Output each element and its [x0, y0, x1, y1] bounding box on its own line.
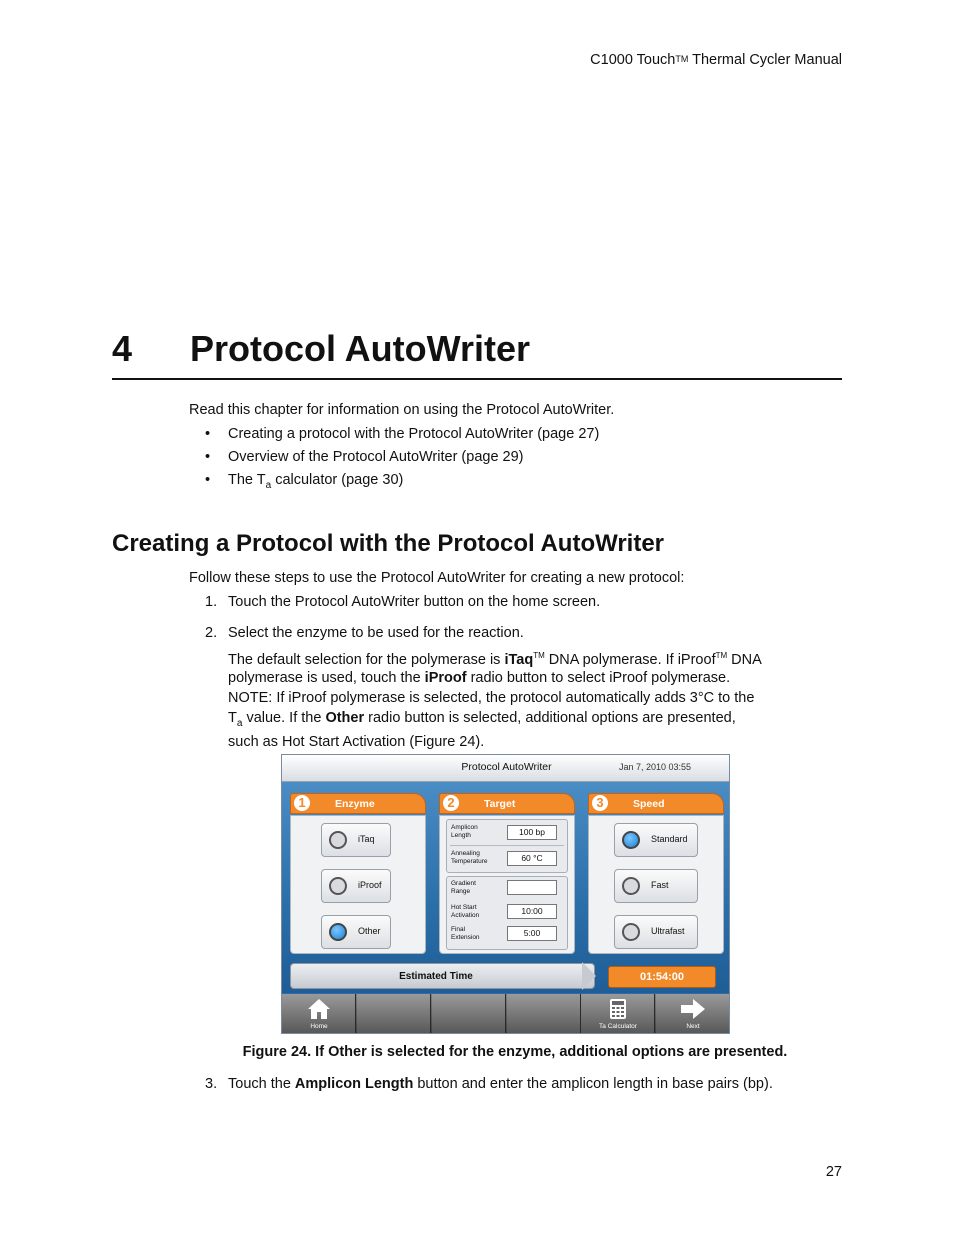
- step2-paragraph: [228, 647, 828, 687]
- bullet-marker: •: [205, 449, 211, 465]
- autowriter-screenshot: [281, 754, 730, 1034]
- running-header: [590, 52, 842, 68]
- estimated-time-bar: [290, 963, 595, 989]
- step-badge: 3: [592, 795, 608, 811]
- ta-calculator-button[interactable]: [581, 994, 655, 1034]
- steps-intro: Follow these steps to use the Protocol AutoWriter for creating a new protocol:: [189, 570, 685, 586]
- next-button[interactable]: [656, 994, 730, 1034]
- final-extension-field[interactable]: 5:00: [507, 926, 557, 941]
- radio-fast[interactable]: [614, 869, 698, 903]
- tab-label: Speed: [633, 798, 665, 810]
- text-run: T: [228, 709, 237, 726]
- text-run: polymerase is used, touch the: [228, 669, 425, 686]
- step-number: 2.: [205, 625, 218, 641]
- step-text: [228, 1075, 773, 1093]
- bullet-item: Overview of the Protocol AutoWriter (page 29): [228, 449, 524, 465]
- bottom-nav: [282, 994, 730, 1034]
- bullet-item: [228, 471, 403, 495]
- advanced-group: [446, 876, 568, 950]
- radio-indicator-icon: [329, 831, 347, 849]
- radio-label: Other: [358, 926, 381, 936]
- step-badge: 1: [294, 795, 310, 811]
- label-line: Range: [451, 888, 471, 895]
- target-tab: [439, 793, 575, 814]
- bullet3-sub: a: [265, 479, 272, 491]
- text-run: Touch the: [228, 1076, 295, 1092]
- step-number: 1.: [205, 594, 218, 610]
- radio-iproof[interactable]: [321, 869, 391, 903]
- text-run: value. If the: [242, 709, 326, 726]
- radio-label: iTaq: [358, 834, 375, 844]
- nav-label: Ta Calculator: [599, 1023, 637, 1030]
- speed-options: [588, 815, 724, 954]
- label-line: Temperature: [451, 858, 488, 865]
- page-number: 27: [825, 1164, 842, 1180]
- nav-blank-button[interactable]: [507, 994, 581, 1034]
- label-line: Final: [451, 926, 466, 933]
- amplicon-length-label: [451, 824, 503, 840]
- radio-selected-icon: [329, 923, 347, 941]
- nav-blank-button[interactable]: [357, 994, 431, 1034]
- estimated-time-value: 01:54:00: [608, 966, 716, 988]
- intro-paragraph: Read this chapter for information on using the Protocol AutoWriter.: [189, 402, 615, 418]
- radio-other[interactable]: [321, 915, 391, 949]
- radio-label: Ultrafast: [651, 926, 685, 936]
- radio-label: Fast: [651, 880, 669, 890]
- header-title-post: Thermal Cycler Manual: [688, 52, 842, 68]
- enzyme-panel: [290, 793, 426, 954]
- radio-ultrafast[interactable]: [614, 915, 698, 949]
- tm-mark: TM: [533, 651, 545, 660]
- text-run-bold: Other: [325, 709, 365, 726]
- header-tm: TM: [675, 54, 689, 64]
- final-extension-label: [451, 926, 503, 942]
- label-line: Annealing: [451, 850, 480, 857]
- bullet-item: Creating a protocol with the Protocol AutoWriter (page 27): [228, 426, 600, 442]
- target-options: [439, 815, 575, 954]
- hot-start-field[interactable]: 10:00: [507, 904, 557, 919]
- label-line: Gradient: [451, 880, 476, 887]
- radio-selected-icon: [622, 831, 640, 849]
- subscript: a: [236, 717, 243, 729]
- radio-label: Standard: [651, 834, 688, 844]
- annealing-temp-label: [451, 850, 503, 866]
- radio-standard[interactable]: [614, 823, 698, 857]
- radio-label: iProof: [358, 880, 382, 890]
- text-run-bold: iTaq: [504, 651, 534, 668]
- radio-itaq[interactable]: [321, 823, 391, 857]
- step-number: 3.: [205, 1076, 218, 1092]
- screen-body: [282, 782, 730, 993]
- speed-panel: [588, 793, 724, 954]
- hot-start-label: [451, 904, 503, 920]
- gradient-range-field[interactable]: [507, 880, 557, 895]
- radio-indicator-icon: [329, 877, 347, 895]
- label-line: Length: [451, 832, 471, 839]
- bullet-marker: •: [205, 472, 211, 488]
- label-line: Hot Start: [451, 904, 477, 911]
- home-icon: [282, 998, 356, 1025]
- label-line: Activation: [451, 912, 480, 919]
- gradient-range-label: [451, 880, 503, 896]
- radio-indicator-icon: [622, 877, 640, 895]
- bullet3-pre: The T: [228, 472, 266, 488]
- arrow-right-icon: [656, 998, 730, 1025]
- screen-datetime: Jan 7, 2010 03:55: [618, 762, 691, 772]
- nav-label: Next: [686, 1023, 700, 1030]
- step-badge: 2: [443, 795, 459, 811]
- enzyme-tab: [290, 793, 426, 814]
- text-run: radio button is selected, additional options are presented,: [364, 709, 736, 726]
- header-title-pre: C1000 Touch: [590, 52, 676, 68]
- note-line: such as Hot Start Activation (Figure 24).: [228, 733, 485, 750]
- chapter-title: Protocol AutoWriter: [190, 328, 530, 369]
- screen-title: Protocol AutoWriter: [461, 761, 552, 773]
- text-run: radio button to select iProof polymerase.: [466, 669, 731, 686]
- screen-titlebar: [282, 755, 730, 782]
- arrow-right-icon: [582, 962, 596, 990]
- tm-mark: TM: [715, 651, 728, 660]
- estimated-time-label: Estimated Time: [399, 971, 473, 982]
- text-run-bold: iProof: [424, 669, 467, 686]
- chapter-number: 4: [112, 328, 133, 369]
- step2-note: [228, 689, 828, 752]
- speed-tab: [588, 793, 724, 814]
- divider: [450, 845, 564, 846]
- text-run: DNA polymerase. If iProof: [544, 651, 716, 668]
- text-run: The default selection for the polymerase is: [228, 651, 505, 668]
- amplicon-length-field[interactable]: 100 bp: [507, 825, 557, 840]
- text-run: button and enter the amplicon length in base pairs (bp).: [413, 1076, 773, 1092]
- label-line: Extension: [451, 934, 480, 941]
- bullet-marker: •: [205, 426, 211, 442]
- note-line: NOTE: If iProof polymerase is selected, the protocol automatically adds 3°C to the: [228, 690, 755, 706]
- chapter-rule: [112, 378, 842, 380]
- target-group: [446, 819, 568, 873]
- tab-label: Enzyme: [335, 798, 375, 810]
- home-button[interactable]: [282, 994, 356, 1034]
- section-heading: Creating a Protocol with the Protocol AutoWriter: [112, 530, 665, 557]
- radio-indicator-icon: [622, 923, 640, 941]
- nav-label: Home: [310, 1023, 328, 1030]
- enzyme-options: [290, 815, 426, 954]
- nav-blank-button[interactable]: [432, 994, 506, 1034]
- step-text: Touch the Protocol AutoWriter button on the home screen.: [228, 594, 601, 610]
- bullet3-post: calculator (page 30): [271, 472, 404, 488]
- target-panel: [439, 793, 575, 954]
- calculator-icon: [581, 998, 655, 1025]
- annealing-temp-field[interactable]: 60 °C: [507, 851, 557, 866]
- step-text: Select the enzyme to be used for the reaction.: [228, 625, 524, 641]
- figure-caption: Figure 24. If Other is selected for the enzyme, additional options are presented.: [242, 1044, 788, 1060]
- tab-label: Target: [484, 798, 516, 810]
- text-run: DNA: [727, 651, 762, 668]
- text-run-bold: Amplicon Length: [294, 1076, 414, 1092]
- label-line: Amplicon: [451, 824, 478, 831]
